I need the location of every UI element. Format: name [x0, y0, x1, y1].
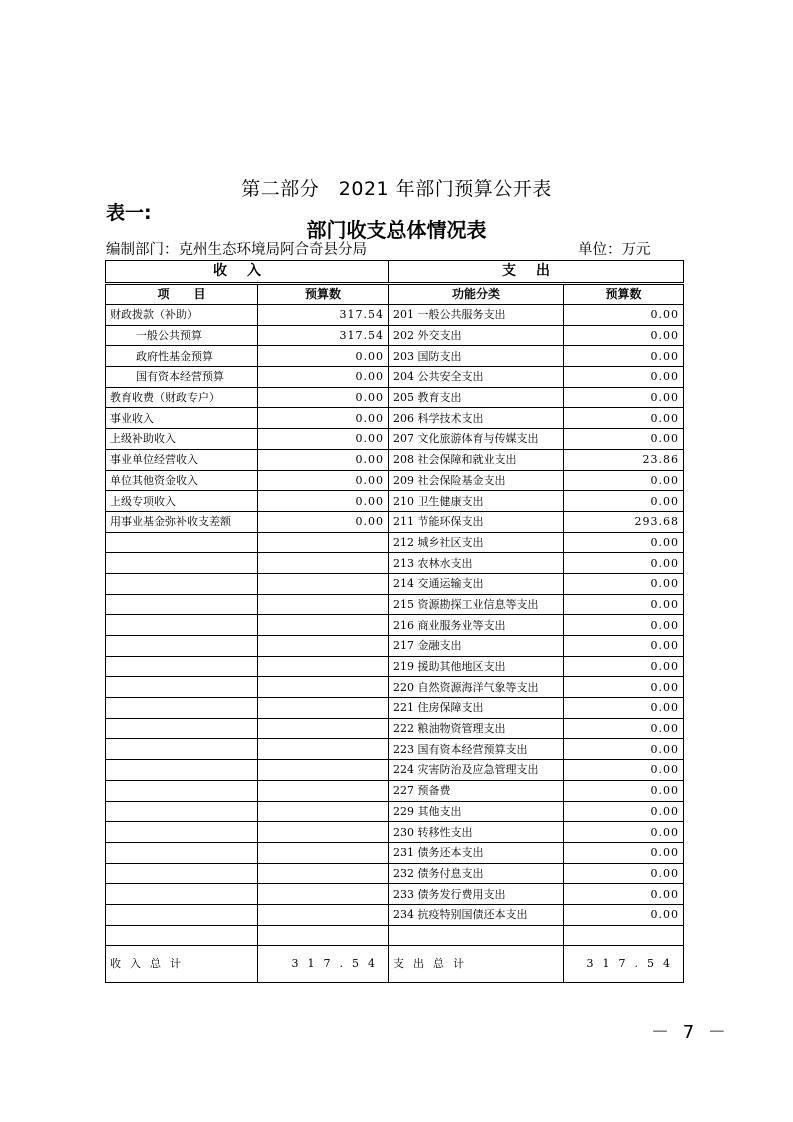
income-item-cell	[106, 760, 258, 781]
expense-item-cell: 202 外交支出	[389, 325, 564, 346]
income-value-cell: 317.54	[258, 325, 389, 346]
expense-value-cell: 0.00	[564, 718, 684, 739]
expense-item-cell: 229 其他支出	[389, 801, 564, 822]
income-item-cell	[106, 532, 258, 553]
table-row	[106, 367, 684, 388]
column-header-expense-budget: 预算数	[564, 284, 684, 305]
income-item-cell: 一般公共预算	[106, 325, 258, 346]
expense-value-cell: 0.00	[564, 739, 684, 760]
income-item-cell: 事业单位经营收入	[106, 449, 258, 470]
empty-cell	[389, 925, 564, 945]
expense-item-cell: 224 灾害防治及应急管理支出	[389, 760, 564, 781]
expense-value-cell: 0.00	[564, 615, 684, 636]
expense-value-cell: 0.00	[564, 594, 684, 615]
income-item-cell	[106, 615, 258, 636]
income-value-cell	[258, 884, 389, 905]
expense-item-cell: 223 国有资本经营预算支出	[389, 739, 564, 760]
income-total-label: 收入总计	[106, 945, 258, 982]
department-label: 编制部门：克州生态环境局阿合奇县分局	[106, 242, 367, 258]
expense-value-cell: 0.00	[564, 470, 684, 491]
income-value-cell	[258, 532, 389, 553]
income-total-value: 317.54	[258, 945, 389, 982]
table-row	[106, 325, 684, 346]
expense-item-cell: 211 节能环保支出	[389, 511, 564, 532]
income-item-cell	[106, 863, 258, 884]
income-item-cell: 单位其他资金收入	[106, 470, 258, 491]
expense-value-cell: 0.00	[564, 367, 684, 388]
expense-value-cell: 0.00	[564, 532, 684, 553]
income-item-cell	[106, 698, 258, 719]
table-row	[106, 636, 684, 657]
table-row	[106, 408, 684, 429]
table-row	[106, 842, 684, 863]
income-item-cell	[106, 573, 258, 594]
expense-value-cell: 0.00	[564, 656, 684, 677]
income-value-cell	[258, 801, 389, 822]
expense-value-cell: 23.86	[564, 449, 684, 470]
expense-item-cell: 217 金融支出	[389, 636, 564, 657]
expense-value-cell: 0.00	[564, 408, 684, 429]
income-value-cell	[258, 553, 389, 574]
income-value-cell: 0.00	[258, 511, 389, 532]
expense-item-cell: 222 粮油物资管理支出	[389, 718, 564, 739]
table-row	[106, 449, 684, 470]
table-row	[106, 656, 684, 677]
expense-item-cell: 210 卫生健康支出	[389, 491, 564, 512]
income-item-cell	[106, 677, 258, 698]
empty-cell	[258, 925, 389, 945]
income-item-cell	[106, 636, 258, 657]
expense-value-cell: 0.00	[564, 325, 684, 346]
unit-label: 单位：万元	[578, 242, 651, 258]
spacer-row	[106, 925, 684, 945]
expense-item-cell: 219 援助其他地区支出	[389, 656, 564, 677]
expense-item-cell: 213 农林水支出	[389, 553, 564, 574]
expense-item-cell: 221 住房保障支出	[389, 698, 564, 719]
column-header-expense-function: 功能分类	[389, 284, 564, 305]
expense-item-cell: 201 一般公共服务支出	[389, 305, 564, 326]
income-value-cell	[258, 780, 389, 801]
expense-item-cell: 231 债务还本支出	[389, 842, 564, 863]
income-value-cell: 0.00	[258, 470, 389, 491]
income-item-cell	[106, 780, 258, 801]
expense-value-cell: 0.00	[564, 677, 684, 698]
table-row	[106, 698, 684, 719]
income-value-cell: 0.00	[258, 387, 389, 408]
expense-item-cell: 230 转移性支出	[389, 822, 564, 843]
section-header-row	[106, 261, 684, 284]
table-row	[106, 884, 684, 905]
income-value-cell: 0.00	[258, 491, 389, 512]
expense-section-header: 支出	[389, 261, 684, 284]
income-item-cell: 财政拨款（补助）	[106, 305, 258, 326]
income-item-cell	[106, 718, 258, 739]
income-value-cell	[258, 718, 389, 739]
expense-value-cell: 0.00	[564, 698, 684, 719]
table-row	[106, 511, 684, 532]
income-value-cell: 0.00	[258, 367, 389, 388]
table-row	[106, 780, 684, 801]
income-value-cell	[258, 594, 389, 615]
income-item-cell	[106, 884, 258, 905]
expense-value-cell: 0.00	[564, 305, 684, 326]
expense-value-cell: 0.00	[564, 863, 684, 884]
income-section-header: 收入	[106, 261, 389, 284]
income-item-cell	[106, 739, 258, 760]
expense-value-cell: 0.00	[564, 780, 684, 801]
income-item-cell: 上级专项收入	[106, 491, 258, 512]
expense-item-cell: 233 债务发行费用支出	[389, 884, 564, 905]
income-value-cell	[258, 760, 389, 781]
income-item-cell: 事业收入	[106, 408, 258, 429]
column-header-income-budget: 预算数	[258, 284, 389, 305]
expense-item-cell: 208 社会保障和就业支出	[389, 449, 564, 470]
table-row	[106, 677, 684, 698]
income-item-cell: 政府性基金预算	[106, 346, 258, 367]
expense-total-label: 支出总计	[389, 945, 564, 982]
income-value-cell: 0.00	[258, 449, 389, 470]
income-value-cell	[258, 842, 389, 863]
income-value-cell	[258, 863, 389, 884]
expense-item-cell: 216 商业服务业等支出	[389, 615, 564, 636]
expense-item-cell: 212 城乡社区支出	[389, 532, 564, 553]
table-row	[106, 801, 684, 822]
expense-value-cell: 0.00	[564, 553, 684, 574]
expense-item-cell: 207 文化旅游体育与传媒支出	[389, 429, 564, 450]
expense-item-cell: 204 公共安全支出	[389, 367, 564, 388]
table-title: 部门收支总体情况表	[306, 218, 487, 242]
page-number: － 7 －	[651, 1022, 730, 1043]
income-value-cell: 0.00	[258, 429, 389, 450]
income-value-cell	[258, 739, 389, 760]
empty-cell	[106, 925, 258, 945]
expense-value-cell: 0.00	[564, 346, 684, 367]
table-label: 表一:	[106, 202, 152, 224]
budget-table	[105, 260, 684, 983]
table-row	[106, 429, 684, 450]
table-row	[106, 305, 684, 326]
table-row	[106, 863, 684, 884]
table-row	[106, 822, 684, 843]
income-value-cell: 0.00	[258, 346, 389, 367]
income-value-cell	[258, 677, 389, 698]
total-row	[106, 945, 684, 982]
table-row	[106, 553, 684, 574]
income-item-cell: 国有资本经营预算	[106, 367, 258, 388]
table-row	[106, 760, 684, 781]
table-row	[106, 387, 684, 408]
income-value-cell: 0.00	[258, 408, 389, 429]
expense-value-cell: 0.00	[564, 842, 684, 863]
expense-value-cell: 0.00	[564, 491, 684, 512]
table-row	[106, 904, 684, 925]
table-row	[106, 346, 684, 367]
table-row	[106, 718, 684, 739]
expense-value-cell: 0.00	[564, 760, 684, 781]
income-value-cell	[258, 822, 389, 843]
part-title: 第二部分 2021 年部门预算公开表	[241, 178, 552, 200]
income-item-cell: 用事业基金弥补收支差额	[106, 511, 258, 532]
expense-value-cell: 0.00	[564, 904, 684, 925]
expense-item-cell: 220 自然资源海洋气象等支出	[389, 677, 564, 698]
expense-item-cell: 234 抗疫特别国债还本支出	[389, 904, 564, 925]
expense-item-cell: 232 债务付息支出	[389, 863, 564, 884]
income-item-cell	[106, 656, 258, 677]
expense-item-cell: 205 教育支出	[389, 387, 564, 408]
expense-item-cell: 227 预备费	[389, 780, 564, 801]
expense-value-cell: 0.00	[564, 822, 684, 843]
income-value-cell	[258, 636, 389, 657]
expense-total-value: 317.54	[564, 945, 684, 982]
table-row	[106, 594, 684, 615]
column-header-row	[106, 284, 684, 305]
column-header-income-item: 项 目	[106, 284, 258, 305]
income-item-cell	[106, 842, 258, 863]
income-value-cell	[258, 698, 389, 719]
expense-value-cell: 0.00	[564, 636, 684, 657]
expense-value-cell: 0.00	[564, 573, 684, 594]
income-value-cell	[258, 904, 389, 925]
table-row	[106, 532, 684, 553]
expense-item-cell: 214 交通运输支出	[389, 573, 564, 594]
income-value-cell	[258, 615, 389, 636]
table-row	[106, 739, 684, 760]
income-item-cell	[106, 553, 258, 574]
expense-item-cell: 206 科学技术支出	[389, 408, 564, 429]
income-value-cell	[258, 656, 389, 677]
expense-item-cell: 209 社会保险基金支出	[389, 470, 564, 491]
expense-value-cell: 293.68	[564, 511, 684, 532]
income-item-cell	[106, 904, 258, 925]
empty-cell	[564, 925, 684, 945]
income-value-cell: 317.54	[258, 305, 389, 326]
expense-item-cell: 215 资源勘探工业信息等支出	[389, 594, 564, 615]
table-row	[106, 470, 684, 491]
expense-value-cell: 0.00	[564, 429, 684, 450]
expense-item-cell: 203 国防支出	[389, 346, 564, 367]
table-row	[106, 573, 684, 594]
income-value-cell	[258, 573, 389, 594]
expense-value-cell: 0.00	[564, 884, 684, 905]
expense-value-cell: 0.00	[564, 387, 684, 408]
income-item-cell	[106, 801, 258, 822]
income-item-cell: 教育收费（财政专户）	[106, 387, 258, 408]
income-item-cell	[106, 594, 258, 615]
expense-value-cell: 0.00	[564, 801, 684, 822]
income-item-cell: 上级补助收入	[106, 429, 258, 450]
income-item-cell	[106, 822, 258, 843]
table-row	[106, 615, 684, 636]
table-row	[106, 491, 684, 512]
